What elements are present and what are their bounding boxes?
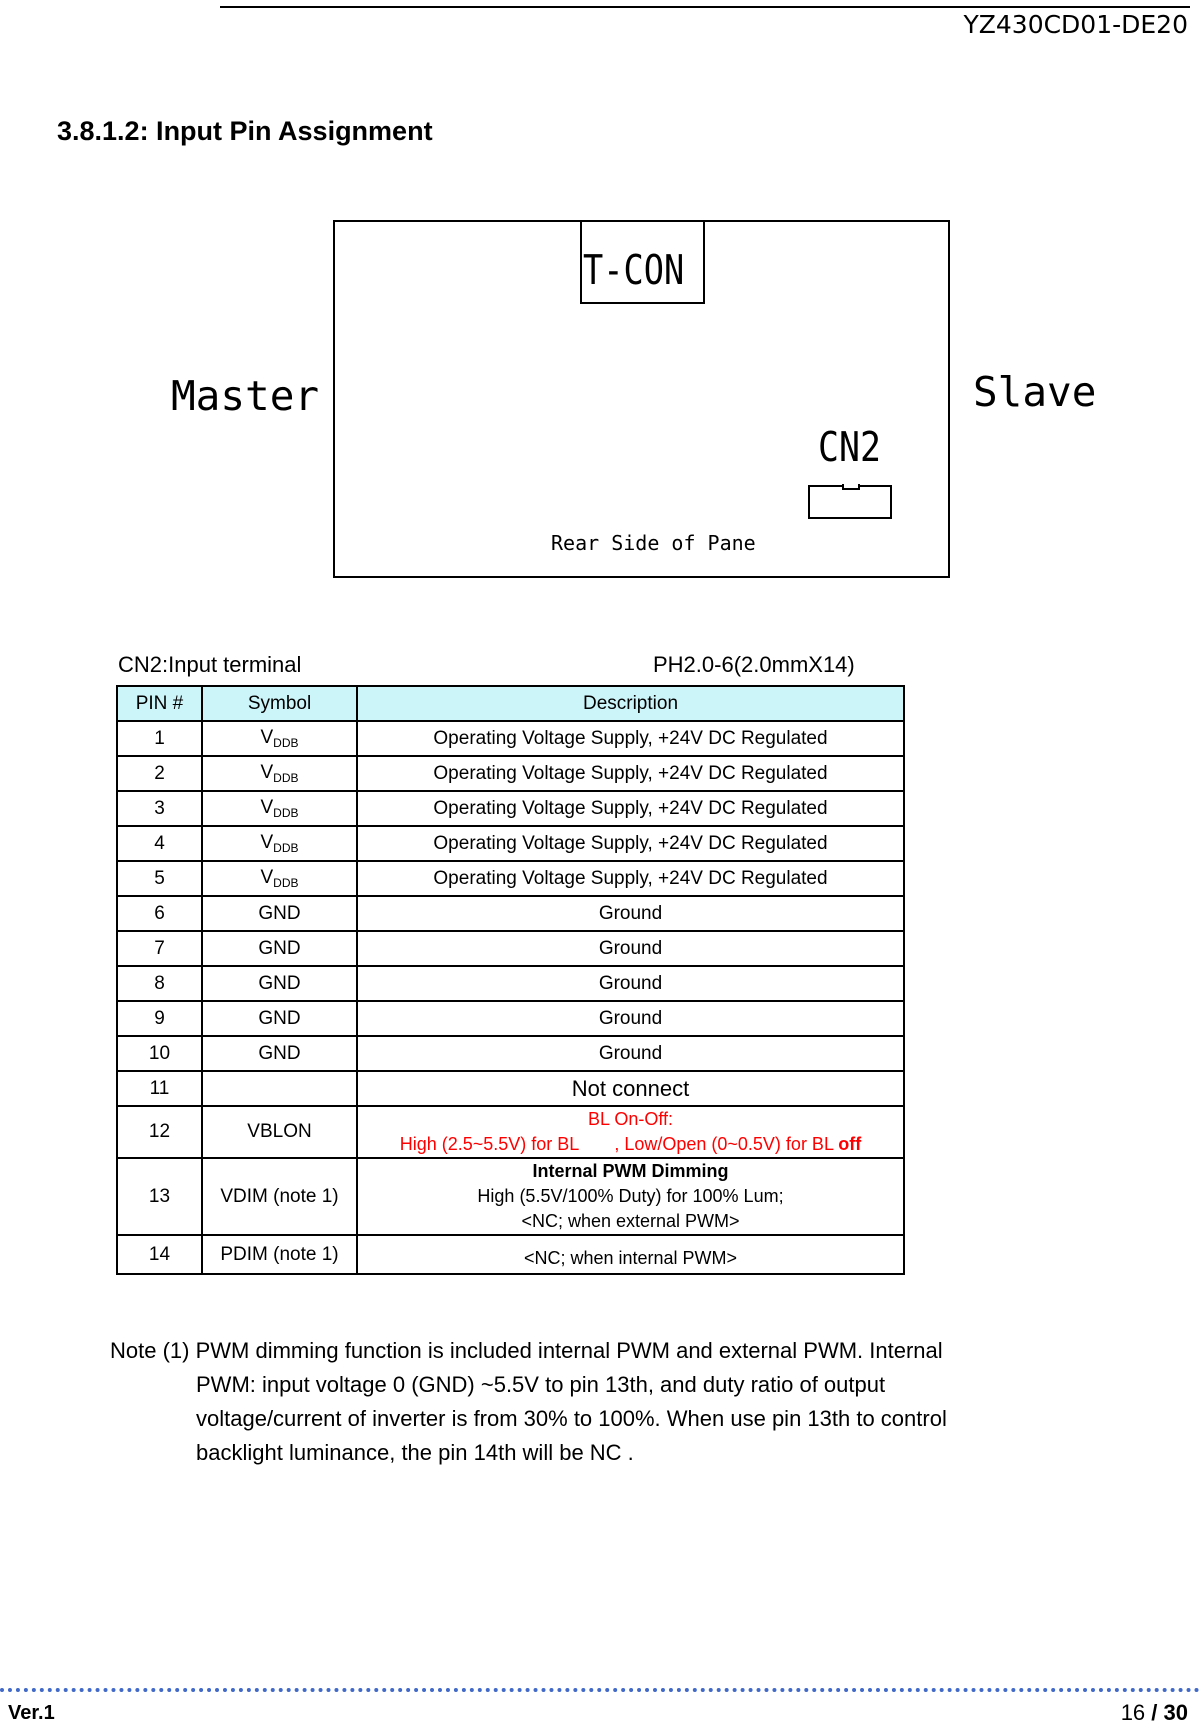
pin-description: Ground [357,1001,904,1036]
pin-symbol: $V_{DDB}$ [202,791,357,826]
table-row [117,1071,904,1106]
pin-description: Ground [357,931,904,966]
footnote-body: PWM: input voltage 0 (GND) ~5.5V to pin 13th, and duty ratio of output voltage/current of inverter is from 30% to 100%. When use pin 13th to control backlight luminance, the pin 14th will be NC . [196,1372,947,1465]
pin-description: Internal PWM Dimming High (5.5V/100% Duty) for 100% Lum; <NC; when external PWM> [357,1158,904,1235]
footnote [110,1334,990,1470]
pin-description: Operating Voltage Supply, +24V DC Regulated [357,861,904,896]
pin-number: 9 [117,1001,202,1036]
header-description: Description [357,686,904,721]
table-row [117,896,904,931]
panel-side-label: Rear Side of Pane [551,531,756,555]
table-row [117,1036,904,1071]
pin-symbol: GND [202,896,357,931]
pin-description: Ground [357,966,904,1001]
pin-symbol: $V_{DDB}$ [202,756,357,791]
pin-number: 11 [117,1071,202,1106]
pin-number: 3 [117,791,202,826]
pin-number: 2 [117,756,202,791]
header-pin: PIN # [117,686,202,721]
table-header-row [117,686,904,721]
footnote-first-line: Note (1) PWM dimming function is included internal PWM and external PWM. Internal [110,1338,943,1363]
pin-description: Not connect [357,1071,904,1106]
table-row [117,1235,904,1274]
pin-description: <NC; when internal PWM> [357,1235,904,1274]
table-caption: CN2:Input terminal [118,652,302,677]
pin-symbol: $V_{DDB}$ [202,721,357,756]
connector-shape [808,485,892,519]
pin-symbol: GND [202,931,357,966]
header-rule [220,6,1190,8]
connector-key [842,484,860,490]
pin-table [116,685,905,1275]
footer-dotted-rule [0,1688,1200,1692]
pin-description: Ground [357,1036,904,1071]
pin-symbol: GND [202,966,357,1001]
table-row [117,756,904,791]
pin-number: 13 [117,1158,202,1235]
pin-symbol: $V_{DDB}$ [202,826,357,861]
table-row [117,931,904,966]
pin-number: 1 [117,721,202,756]
connector-label: CN2 [818,423,881,471]
table-row [117,1158,904,1235]
pin-description: Operating Voltage Supply, +24V DC Regulated [357,826,904,861]
connector-spec: PH2.0-6(2.0mmX14) [653,652,855,677]
document-id: YZ430CD01-DE20 [963,10,1188,39]
pin-number: 14 [117,1235,202,1274]
page-number: 16 / 30 [1120,1700,1188,1725]
pin-description: Operating Voltage Supply, +24V DC Regulated [357,791,904,826]
pin-number: 6 [117,896,202,931]
table-row [117,861,904,896]
tcon-label: T-CON [583,246,685,294]
table-row [117,721,904,756]
pin-symbol: GND [202,1001,357,1036]
pin-description: Operating Voltage Supply, +24V DC Regulated [357,756,904,791]
pin-number: 5 [117,861,202,896]
pin-symbol [202,1071,357,1106]
header-symbol: Symbol [202,686,357,721]
master-label: Master [171,372,320,420]
table-row [117,1001,904,1036]
table-row [117,966,904,1001]
pin-symbol: VDIM (note 1) [202,1158,357,1235]
version-label: Ver.1 [8,1702,55,1724]
pin-number: 4 [117,826,202,861]
pin-description: BL On-Off: High (2.5~5.5V) for BL , Low/Open (0~0.5V) for BL off [357,1106,904,1158]
pin-description: Operating Voltage Supply, +24V DC Regulated [357,721,904,756]
slave-label: Slave [973,368,1097,416]
table-row [117,1106,904,1158]
pin-description: Ground [357,896,904,931]
pin-number: 10 [117,1036,202,1071]
pin-number: 8 [117,966,202,1001]
pin-symbol: PDIM (note 1) [202,1235,357,1274]
section-title: 3.8.1.2: Input Pin Assignment [57,116,433,146]
pin-symbol: GND [202,1036,357,1071]
pin-symbol: $V_{DDB}$ [202,861,357,896]
pin-number: 7 [117,931,202,966]
pin-number: 12 [117,1106,202,1158]
table-row [117,791,904,826]
pin-symbol: VBLON [202,1106,357,1158]
table-row [117,826,904,861]
